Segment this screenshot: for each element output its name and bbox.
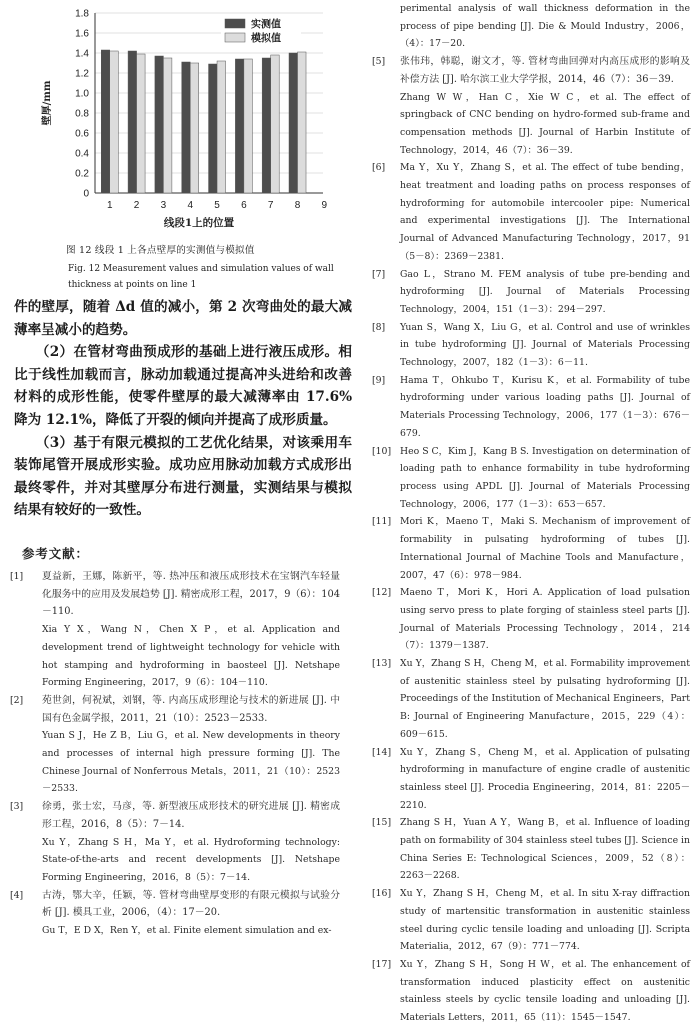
bar-模拟值-1: [110, 51, 119, 193]
reference-number: [8]: [372, 321, 386, 333]
conclusion-text: [14, 296, 352, 522]
reference-text-en: Yuan S J，He Z B，Liu G，et al. New developments in theory and processes of internal high pressure forming [J]. The Chinese Journal of Nonferrous Metals，2011，21（10）：2523－2533.: [42, 730, 340, 795]
reference-text-en: Gao L，Strano M. FEM analysis of tube pre-bending and hydroforming [J]. Journal of Materials Processing Technology，2004，151（1－3）：294－297.: [400, 268, 690, 315]
reference-number: [5]: [372, 56, 386, 68]
reference-text-cn: 古涛，鄂大辛，任颖，等. 管材弯曲壁厚变形的有限元模拟与试验分析 [J]. 模具工业，2006，（4）：17－20.: [42, 889, 340, 919]
reference-item: [10, 887, 340, 940]
reference-item: [372, 885, 690, 956]
reference-number: [2]: [10, 694, 24, 706]
bar-实测值-6: [235, 59, 244, 193]
y-tick-label: 0: [83, 188, 89, 200]
reference-text-en: Maeno T，Mori K，Hori A. Application of load pulsation using servo press to plate forging of stainless steel parts [J]. Journal of Materials Processing Technology，2014，214（7）：1379－1387.: [400, 587, 690, 652]
reference-text-en: Yuan S，Wang X，Liu G，et al. Control and use of wrinkles in tube hydroforming [J]. Journal of Materials Processing Technology，2007，182（1－3）：6－11.: [400, 321, 690, 369]
y-tick-label: 1.8: [75, 8, 89, 20]
x-tick-label: 2: [133, 200, 140, 211]
reference-text-en: Xia Y X，Wang N，Chen X P，et al. Application and development trend of lightweight technology for vehicle with hot stamping and hydroforming in baosteel [J]. Netshape Forming Engineering，2017，9（6）：104－110.: [42, 624, 340, 689]
paragraph-3: （3）基于有限元模拟的工艺优化结果，对该乘用车装饰尾管开展成形实验。成功应用脉动加载方式成形出最终零件，并对其壁厚分布进行测量，实测结果与模拟结果有较好的一致性。: [14, 434, 352, 519]
reference-item: [372, 53, 690, 159]
wall-thickness-bar-chart: [10, 0, 355, 240]
bar-模拟值-5: [217, 61, 226, 193]
y-tick-label: 0.2: [75, 168, 89, 180]
reference-list-right: [372, 0, 690, 1027]
legend-swatch: [225, 19, 245, 28]
bar-实测值-5: [209, 64, 218, 193]
figure-caption-en: Fig. 12 Measurement values and simulation values of wall thickness at points on line 1: [68, 264, 334, 290]
reference-item: [10, 798, 340, 887]
reference-text-en: Mori K，Maeno T，Maki S. Mechanism of improvement of formability in pulsating hydroforming of tubes [J]. International Journal of Machine Tools and Manufacture，2007，47（6）：978－984.: [400, 516, 690, 581]
reference-item: [372, 319, 690, 372]
y-tick-label: 1.0: [75, 88, 89, 100]
reference-text-cn: 夏益新，王娜，陈新平，等. 热冲压和液压成形技术在宝钢汽车轻量化服务中的应用及发展趋势 [J]. 精密成形工程，2017，9（6）：104－110.: [42, 571, 340, 618]
bar-实测值-1: [101, 50, 110, 193]
reference-text-en: Hama T，Ohkubo T，Kurisu K，et al. Formability of tube hydroforming under various loading paths [J]. Journal of Materials Processing Technology，2006，177（1－3）：676－679.: [400, 374, 690, 439]
reference-item: [372, 814, 690, 885]
bar-实测值-4: [182, 62, 191, 193]
bar-模拟值-7: [271, 55, 280, 193]
reference-text-cn: 苑世剑，何祝斌，刘钢，等. 内高压成形理论与技术的新进展 [J]. 中国有色金属学报，2011，21（10）：2523－2533.: [42, 694, 340, 724]
reference-text-en: Zhang W W，Han C，Xie W C，et al. The effect of springback of CNC bending on hydro-formed sub-frame and compensation methods [J]. Journal of Harbin Institute of Technology，2014，46（7）：36－39.: [400, 91, 690, 156]
y-tick-label: 0.6: [75, 128, 89, 140]
reference-text-en: Xu Y，Zhang S H，Ma Y，et al. Hydroforming technology: State-of-the-arts and recent developments [J]. Netshape Forming Engineering，2016，8（5）：7－14.: [42, 836, 340, 883]
bar-实测值-7: [262, 58, 271, 193]
reference-item: [10, 692, 340, 798]
bar-实测值-8: [289, 53, 298, 193]
x-tick-label: 1: [106, 200, 113, 211]
reference-text-cn: 徐勇，张士宏，马彦，等. 新型液压成形技术的研究进展 [J]. 精密成形工程，2016，8（5）：7－14.: [42, 801, 340, 830]
reference-text-en: Gu T，E D X，Ren Y，et al. Finite element simulation and ex-: [42, 925, 332, 937]
reference-item: [372, 513, 690, 584]
reference-number: [12]: [372, 587, 392, 599]
references-heading: 参考文献：: [22, 546, 89, 561]
x-tick-label: 7: [267, 200, 274, 211]
figure-caption-cn: 图 12 线段 1 上各点壁厚的实测值与模拟值: [66, 245, 255, 256]
legend-swatch: [225, 33, 245, 42]
reference-item: [372, 0, 690, 53]
y-tick-label: 0.8: [75, 108, 89, 120]
bar-模拟值-4: [190, 63, 199, 193]
reference-text-en: Xu Y，Zhang S H，Song H W，et al. The enhancement of transformation induced plasticity effect on austenitic stainless steels by cyclic tensile loading and unloading [J]. Materials Letters，2011，65（11）：1545－1547.: [400, 958, 690, 1024]
reference-item: [372, 443, 690, 514]
reference-item: [372, 744, 690, 815]
reference-text-en: perimental analysis of wall thickness deformation in the process of pipe bending [J]. Die & Mould Industry，2006，（4）：17－20.: [400, 3, 690, 50]
reference-number: [6]: [372, 162, 386, 174]
reference-text-en: Xu Y，Zhang S，Cheng M，et al. Application of pulsating hydroforming in manufacture of engine cradle of austenitic stainless steel [J]. Procedia Engineering，2014，81：2205－2210.: [400, 746, 690, 811]
x-tick-label: 8: [294, 200, 301, 211]
reference-item: [372, 266, 690, 319]
reference-item: [372, 584, 690, 655]
reference-item: [372, 655, 690, 744]
reference-item: [372, 956, 690, 1027]
bar-实测值-3: [155, 56, 164, 193]
reference-number: [3]: [10, 801, 24, 813]
y-tick-label: 1.6: [75, 28, 89, 40]
reference-number: [10]: [372, 445, 392, 457]
reference-number: [14]: [372, 746, 392, 758]
legend-label: 实测值: [251, 19, 281, 31]
x-tick-label: 5: [214, 200, 220, 211]
reference-item: [372, 372, 690, 443]
x-tick-label: 6: [241, 200, 247, 211]
y-tick-label: 1.2: [75, 68, 89, 80]
y-axis-label: 壁厚/mm: [42, 80, 53, 126]
y-tick-label: 0.4: [75, 148, 89, 160]
bar-模拟值-6: [244, 59, 253, 193]
bar-模拟值-3: [163, 58, 172, 193]
reference-number: [11]: [372, 516, 392, 528]
reference-text-cn: 张伟玮，韩聪，谢文才，等. 管材弯曲回弹对内高压成形的影响及补偿方法 [J]. 哈尔滨工业大学学报，2014，46（7）：36－39.: [400, 56, 690, 85]
x-tick-label: 3: [160, 200, 167, 211]
reference-list-left: [10, 568, 340, 940]
x-tick-label: 4: [187, 200, 194, 211]
reference-item: [372, 159, 690, 265]
bar-实测值-2: [128, 51, 137, 193]
reference-text-en: Xu Y，Zhang S H，Cheng M，et al. Formability improvement of austenitic stainless steel by pulsating hydroforming [J]. Proceedings of the Institution of Mechanical Engineers，Part B: Journal of Engineering Manufacture，2015，229（4）：609－615.: [400, 658, 690, 740]
reference-number: [1]: [10, 571, 24, 582]
paragraph-2: （2）在管材弯曲预成形的基础上进行液压成形。相比于线性加载而言，脉动加载通过提高冲头进给和改善材料的成形性能，使零件壁厚的最大减薄率由 17.6% 降为 12.1%，降低了开裂的倾向并提高了成形质量。: [14, 344, 352, 428]
bar-模拟值-2: [137, 54, 146, 193]
reference-number: [13]: [372, 658, 392, 670]
x-axis-label: 线段1上的位置: [163, 217, 235, 229]
legend-label: 模拟值: [251, 33, 281, 45]
reference-number: [17]: [372, 958, 392, 970]
reference-item: [10, 568, 340, 692]
paragraph-1: 件的壁厚，随着 Δd 值的减小，第 2 次弯曲处的最大减薄率呈减小的趋势。: [14, 299, 352, 338]
x-tick-label: 9: [321, 200, 328, 211]
reference-number: [15]: [372, 817, 392, 829]
reference-text-en: Xu Y，Zhang S H，Cheng M，et al. In situ X-ray diffraction study of martensitic transformation in austenitic stainless steel during cyclic tensile loading and unloading [J]. Scripta Materialia，2012，67（9）：771－774.: [400, 888, 690, 953]
reference-text-en: Ma Y，Xu Y，Zhang S，et al. The effect of tube bending，heat treatment and loading paths on process responses of hydroforming for automobile intercooler pipe: Numerical and experimental investigations [J]. The International Journal of Advanced Manufacturing Technology，2017，91（5－8）：2369－2381.: [400, 162, 690, 262]
reference-number: [9]: [372, 374, 386, 386]
reference-number: [16]: [372, 888, 392, 900]
y-tick-label: 1.4: [75, 48, 89, 60]
reference-text-en: Zhang S H，Yuan A Y，Wang B，et al. Influence of loading path on formability of 304 stainless steel tubes [J]. Science in China Series E: Technological Sciences，2009，52（8）：2263－2268.: [400, 817, 690, 882]
reference-text-en: Heo S C，Kim J，Kang B S. Investigation on determination of loading path to enhance formability in tube hydroforming process using APDL [J]. Journal of Materials Processing Technology，2006，177（1－3）：653－657.: [400, 445, 690, 510]
reference-number: [4]: [10, 889, 24, 901]
bar-模拟值-8: [298, 52, 307, 193]
reference-number: [7]: [372, 268, 386, 280]
